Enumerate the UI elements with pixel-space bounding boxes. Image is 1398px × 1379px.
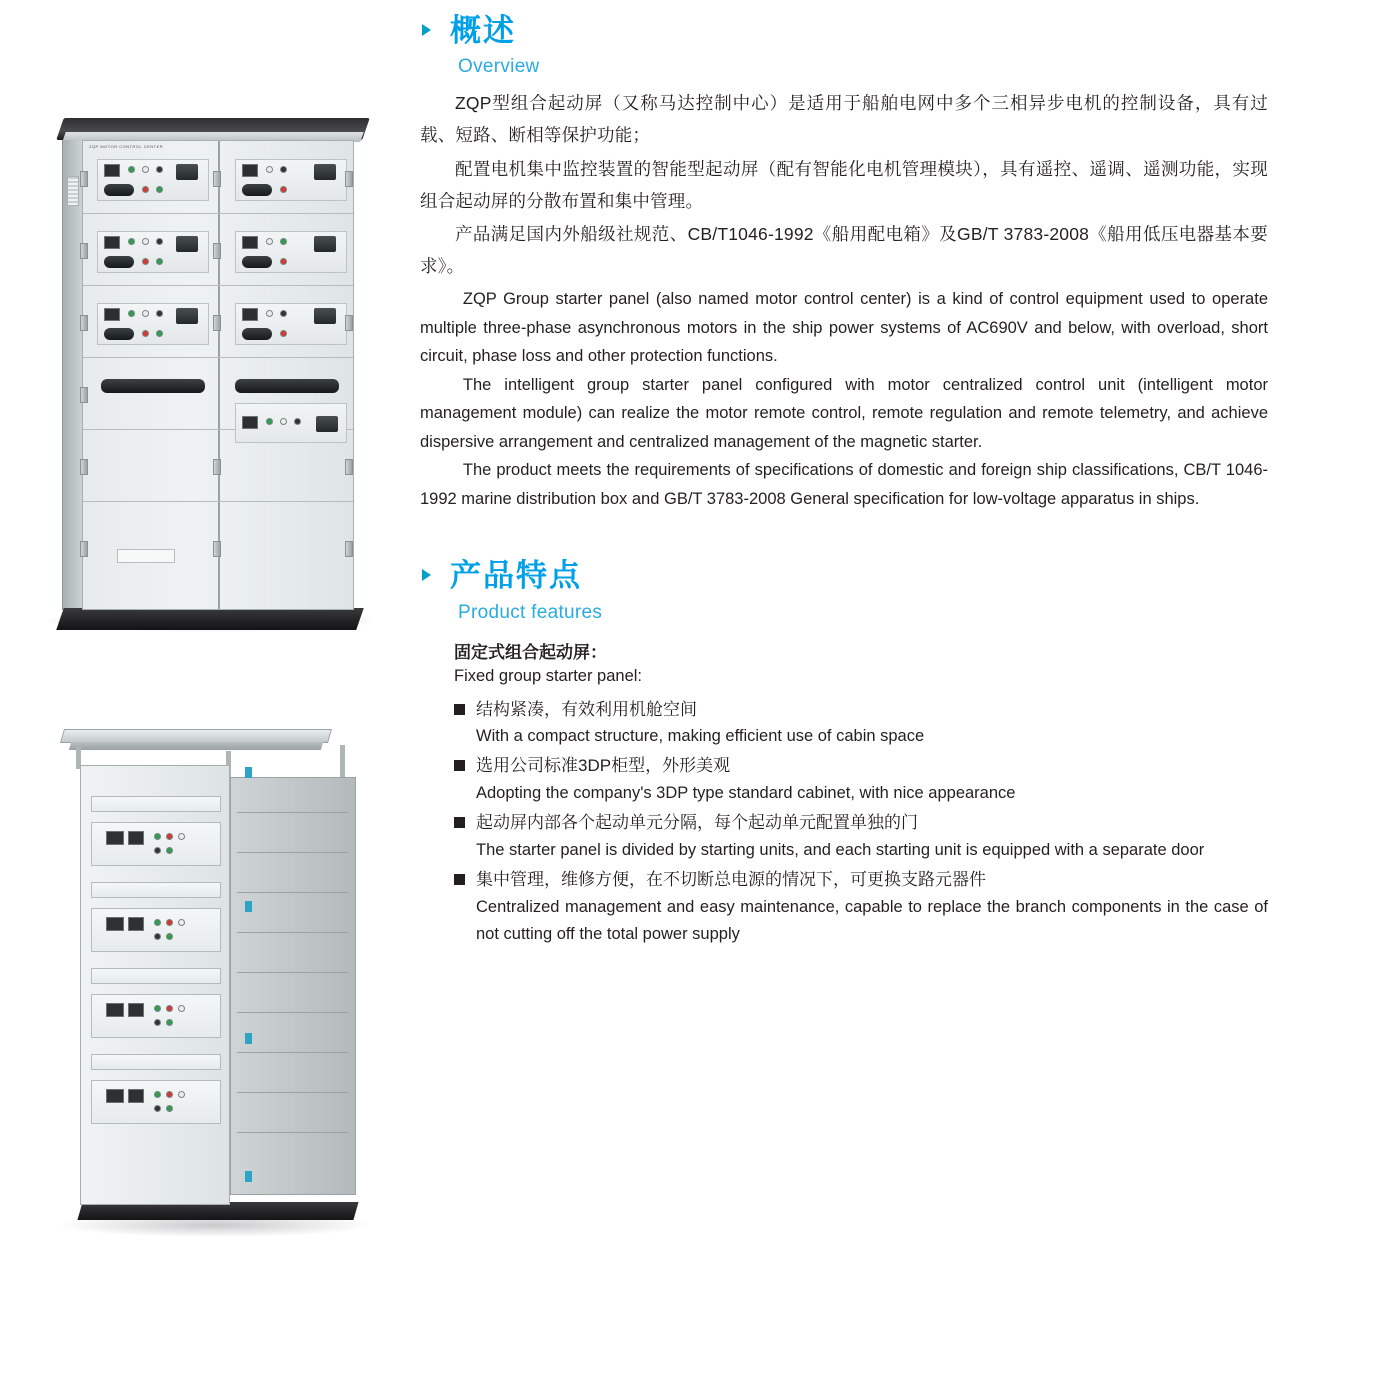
- door-hinge: [80, 387, 88, 403]
- door-hinge: [80, 541, 88, 557]
- starter-unit-module: [97, 159, 209, 201]
- meter-display: [104, 236, 120, 249]
- rotary-switch: [176, 164, 198, 180]
- cabinet-front-face: [80, 765, 230, 1205]
- indicator-lamp-red: [142, 258, 149, 265]
- overview-paragraph-en: ZQP Group starter panel (also named motor control center) is a kind of control equipment used to operate multiple three-phase asynchronous motors in the ship power systems of AC690V and below, with overload, short circuit, phase loss and other protection functions.: [420, 290, 1268, 366]
- meter-display: [242, 164, 258, 177]
- overview-paragraph-cn: 配置电机集中监控装置的智能型起动屏（配有智能化电机管理模块），具有遥控、遥调、遥测功能，实现组合起动屏的分散布置和集中管理。: [420, 158, 1268, 211]
- triangle-bullet-icon: [422, 24, 431, 36]
- door-hinge: [345, 315, 353, 331]
- fastening-clip: [245, 767, 252, 778]
- indicator-lamp-white: [266, 166, 273, 173]
- door-hinge: [213, 315, 221, 331]
- push-button-bar: [104, 256, 134, 268]
- indicator-lamp-green: [154, 833, 161, 840]
- list-item: [452, 866, 1268, 948]
- triangle-bullet-icon: [422, 569, 431, 581]
- meter-display: [104, 308, 120, 321]
- product-photo-front-view: [40, 110, 380, 640]
- indicator-lamp-dark: [154, 933, 161, 940]
- list-item: [452, 752, 1268, 807]
- starter-unit-module: [97, 303, 209, 345]
- indicator-lamp-green: [156, 258, 163, 265]
- panel-seam: [237, 892, 349, 893]
- rotary-switch: [316, 416, 338, 432]
- panel-seam: [237, 1052, 349, 1053]
- panel-seam: [237, 972, 349, 973]
- meter-display: [104, 164, 120, 177]
- starter-unit-module: [91, 908, 221, 952]
- indicator-lamp-white: [178, 1005, 185, 1012]
- indicator-lamp-red: [142, 186, 149, 193]
- meter-display: [128, 1089, 144, 1103]
- door-strip: [91, 882, 221, 898]
- indicator-lamp-red: [166, 919, 173, 926]
- row-divider: [83, 501, 353, 502]
- feature-text-en: The starter panel is divided by starting units, and each starting unit is equipped with a separate door: [476, 840, 1205, 859]
- section-features-title-cn: 产品特点: [450, 558, 582, 594]
- meter-display: [128, 917, 144, 931]
- vent-louver: [67, 176, 79, 206]
- door-handle-bar: [101, 379, 205, 393]
- indicator-lamp-dark: [280, 166, 287, 173]
- section-features-header: [400, 559, 1398, 623]
- indicator-lamp-green: [128, 166, 135, 173]
- rotary-switch: [176, 236, 198, 252]
- features-subtitle-cn: 固定式组合起动屏：: [454, 642, 607, 662]
- equipment-label-plate: [117, 549, 175, 563]
- row-divider: [83, 285, 353, 286]
- indicator-lamp-green: [280, 238, 287, 245]
- rotary-switch: [314, 308, 336, 324]
- door-strip: [91, 968, 221, 984]
- section-overview: [400, 0, 1398, 513]
- door-hinge: [80, 459, 88, 475]
- starter-unit-module: [235, 159, 347, 201]
- feature-text-en: Adopting the company's 3DP type standard cabinet, with nice appearance: [476, 783, 1016, 802]
- meter-display: [242, 236, 258, 249]
- indicator-lamp-white: [142, 310, 149, 317]
- drip-canopy-edge: [69, 742, 323, 750]
- panel-seam: [237, 1132, 349, 1133]
- door-hinge: [345, 541, 353, 557]
- features-subtitle-en: Fixed group starter panel:: [454, 666, 643, 685]
- starter-unit-module: [235, 231, 347, 273]
- panel-seam: [237, 852, 349, 853]
- fastening-clip: [245, 1033, 252, 1044]
- indicator-lamp-green: [166, 847, 173, 854]
- indicator-lamp-green: [128, 310, 135, 317]
- door-hinge: [213, 243, 221, 259]
- indicator-lamp-red: [166, 1091, 173, 1098]
- overview-paragraph-cn: 产品满足国内外船级社规范、CB/T1046-1992《船用配电箱》及GB/T 3783-2008《船用低压电器基本要求》。: [420, 224, 1268, 277]
- section-overview-title-en: Overview: [458, 56, 540, 78]
- indicator-lamp-white: [178, 1091, 185, 1098]
- indicator-lamp-white: [142, 166, 149, 173]
- indicator-lamp-green: [266, 418, 273, 425]
- door-hinge: [213, 541, 221, 557]
- rotary-switch: [314, 236, 336, 252]
- rotary-switch: [314, 164, 336, 180]
- indicator-lamp-green: [166, 933, 173, 940]
- indicator-lamp-white: [266, 238, 273, 245]
- indicator-lamp-red: [142, 330, 149, 337]
- panel-seam: [237, 932, 349, 933]
- push-button-bar: [242, 328, 272, 340]
- indicator-lamp-white: [266, 310, 273, 317]
- push-button-bar: [242, 184, 272, 196]
- row-divider: [83, 357, 353, 358]
- meter-display: [106, 831, 124, 845]
- starter-unit-module: [91, 822, 221, 866]
- indicator-lamp-red: [166, 833, 173, 840]
- door-hinge: [213, 459, 221, 475]
- panel-seam: [237, 1092, 349, 1093]
- indicator-lamp-dark: [280, 310, 287, 317]
- features-list: [452, 696, 1268, 949]
- indicator-lamp-dark: [156, 238, 163, 245]
- door-hinge: [80, 315, 88, 331]
- product-photo-angled-view: [40, 715, 380, 1255]
- rotary-switch: [176, 308, 198, 324]
- canopy-support-post: [340, 745, 345, 781]
- push-button-bar: [104, 328, 134, 340]
- feature-text-cn: 集中管理，维修方便，在不切断总电源的情况下，可更换支路元器件: [452, 866, 1268, 894]
- panel-seam: [237, 812, 349, 813]
- cabinet-body: [82, 140, 354, 610]
- overview-paragraph-cn: ZQP型组合起动屏（又称马达控制中心）是适用于船舶电网中多个三相异步电机的控制设备，具有过载、短路、断相等保护功能；: [420, 93, 1268, 145]
- cabinet-nameplate: ZQP MOTOR CONTROL CENTER: [89, 144, 164, 149]
- door-strip: [91, 1054, 221, 1070]
- meter-display: [242, 308, 258, 321]
- feature-text-cn: 结构紧凑，有效利用机舱空间: [452, 696, 1268, 724]
- overview-paragraph-en: The product meets the requirements of specifications of domestic and foreign ship classifications, CB/T 1046-1992 marine distribution box and GB/T 3783-2008 General specification for low-voltage apparatus in ships.: [420, 461, 1268, 508]
- meter-display: [106, 917, 124, 931]
- door-hinge: [213, 171, 221, 187]
- feature-text-cn: 选用公司标准3DP柜型，外形美观: [452, 752, 1268, 780]
- indicator-lamp-red: [166, 1005, 173, 1012]
- indicator-lamp-green: [156, 186, 163, 193]
- overview-paragraph-en: The intelligent group starter panel configured with motor centralized control unit (intelligent motor management module) can realize the motor remote control, remote regulation and remote telemetry, and achieve dispersive arrangement and centralized management of the magnetic starter.: [420, 375, 1268, 451]
- indicator-lamp-green: [154, 919, 161, 926]
- feature-text-en: Centralized management and easy maintenance, capable to replace the branch components in the case of not cutting off the total power supply: [476, 897, 1268, 944]
- fastening-clip: [245, 1171, 252, 1182]
- indicator-lamp-green: [166, 1105, 173, 1112]
- list-item: [452, 809, 1268, 864]
- indicator-lamp-green: [154, 1005, 161, 1012]
- meter-display: [128, 831, 144, 845]
- push-button-bar: [104, 184, 134, 196]
- cabinet-column-divider: [218, 141, 220, 609]
- door-hinge: [80, 243, 88, 259]
- drip-canopy: [60, 729, 332, 743]
- indicator-lamp-red: [280, 258, 287, 265]
- features-body: [400, 638, 1398, 949]
- feature-text-en: With a compact structure, making efficient use of cabin space: [476, 727, 925, 746]
- fastening-clip: [245, 901, 252, 912]
- door-hinge: [345, 459, 353, 475]
- indicator-lamp-green: [154, 1091, 161, 1098]
- cabinet-side-face: [230, 777, 356, 1195]
- door-handle-bar: [235, 379, 339, 393]
- panel-seam: [237, 1012, 349, 1013]
- starter-unit-module: [235, 403, 347, 443]
- indicator-lamp-dark: [294, 418, 301, 425]
- starter-unit-module: [91, 994, 221, 1038]
- indicator-lamp-green: [166, 1019, 173, 1026]
- image-column: [0, 0, 400, 1379]
- indicator-lamp-dark: [154, 1019, 161, 1026]
- indicator-lamp-white: [280, 418, 287, 425]
- indicator-lamp-green: [128, 238, 135, 245]
- indicator-lamp-dark: [156, 310, 163, 317]
- section-overview-header: [400, 14, 1398, 78]
- indicator-lamp-dark: [154, 847, 161, 854]
- row-divider: [83, 213, 353, 214]
- indicator-lamp-red: [280, 330, 287, 337]
- indicator-lamp-red: [280, 186, 287, 193]
- cabinet-plinth: [56, 608, 364, 630]
- indicator-lamp-dark: [156, 166, 163, 173]
- indicator-lamp-green: [156, 330, 163, 337]
- meter-display: [128, 1003, 144, 1017]
- door-hinge: [345, 171, 353, 187]
- indicator-lamp-white: [178, 833, 185, 840]
- starter-unit-module: [235, 303, 347, 345]
- push-button-bar: [242, 256, 272, 268]
- door-strip: [91, 796, 221, 812]
- meter-display: [242, 416, 258, 429]
- starter-unit-module: [97, 231, 209, 273]
- section-overview-body: [400, 88, 1398, 513]
- text-column: [400, 0, 1398, 951]
- cabinet-side-panel: [62, 140, 84, 610]
- indicator-lamp-white: [178, 919, 185, 926]
- section-overview-title-cn: 概述: [450, 13, 516, 48]
- door-hinge: [80, 171, 88, 187]
- section-product-features: [400, 513, 1398, 948]
- section-features-title-en: Product features: [458, 601, 603, 623]
- indicator-lamp-white: [142, 238, 149, 245]
- meter-display: [106, 1089, 124, 1103]
- indicator-lamp-dark: [154, 1105, 161, 1112]
- starter-unit-module: [91, 1080, 221, 1124]
- list-item: [452, 696, 1268, 751]
- feature-text-cn: 起动屏内部各个起动单元分隔，每个起动单元配置单独的门: [452, 809, 1268, 837]
- meter-display: [106, 1003, 124, 1017]
